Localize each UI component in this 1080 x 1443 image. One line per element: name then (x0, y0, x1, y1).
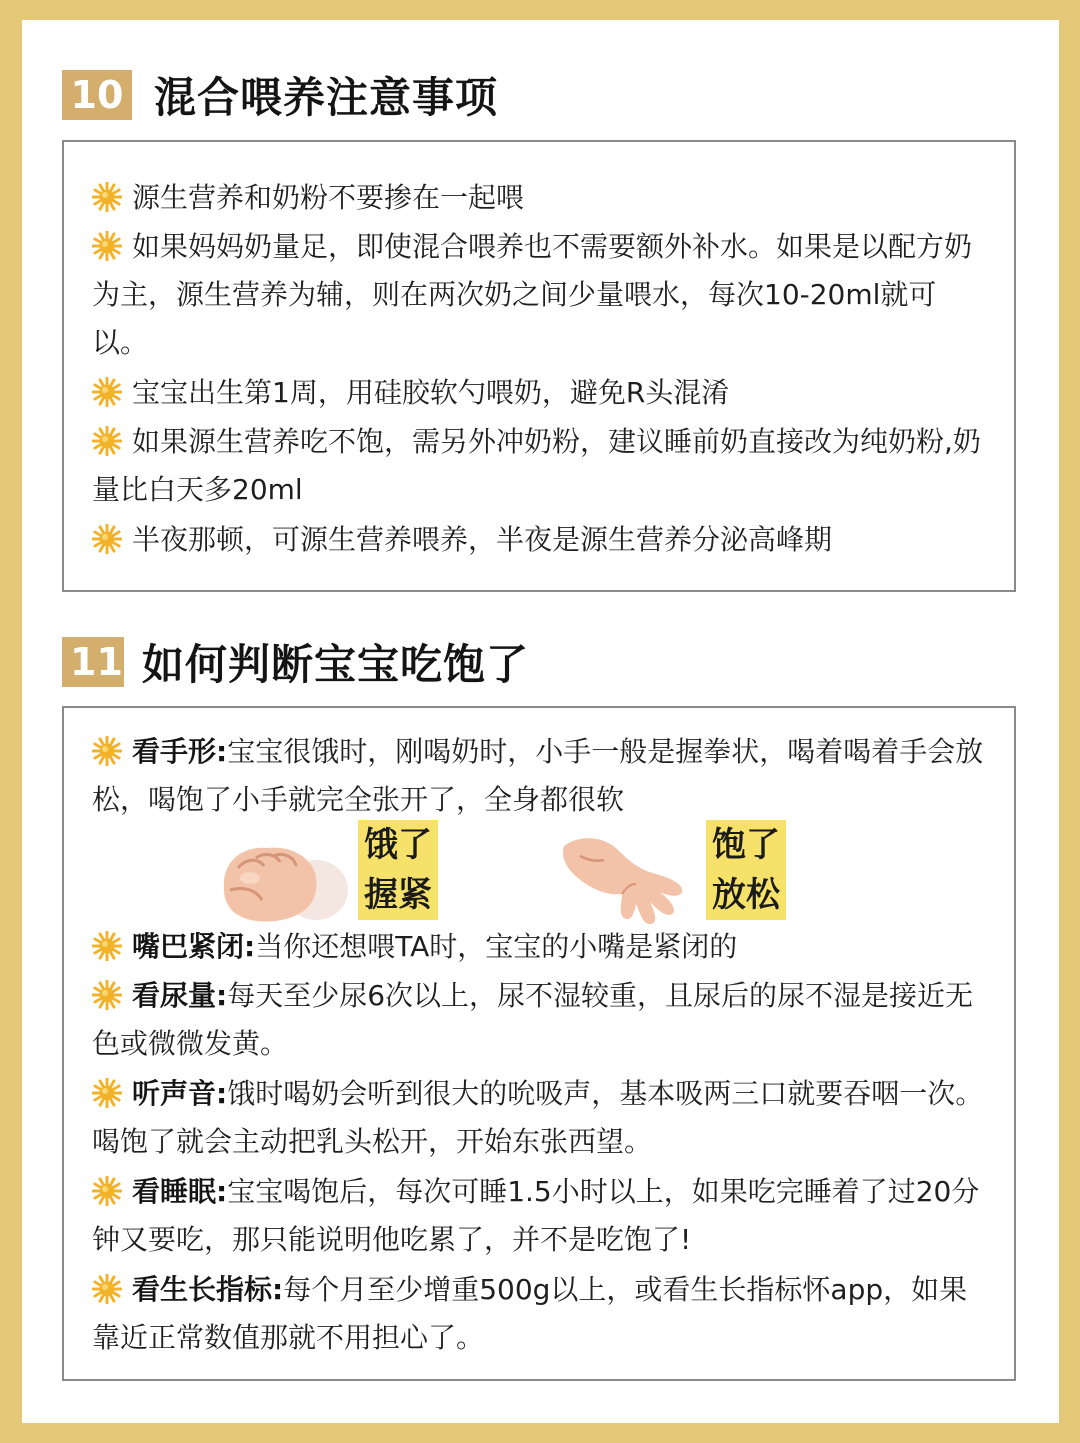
list-item: 源生营养和奶粉不要掺在一起喂 (92, 174, 990, 222)
sun-icon (92, 1078, 122, 1108)
sun-icon (92, 1274, 122, 1304)
list-item: 如果源生营养吃不饱，需另外冲奶粉，建议睡前奶直接改为纯奶粉,奶量比白天多20ml (92, 425, 981, 506)
section-number-badge: 10 (62, 70, 132, 120)
section-10-box (62, 140, 1016, 592)
list-item: 半夜那顿，可源生营养喂养，半夜是源生营养分泌高峰期 (92, 516, 990, 564)
sun-icon (92, 182, 122, 212)
section-11-header (62, 632, 529, 692)
full-tag: 饱了 放松 (706, 820, 786, 920)
clenched-fist-image (204, 828, 354, 932)
sun-icon (92, 736, 122, 766)
section-title: 混合喂养注意事项 (154, 73, 499, 122)
list-item: 看睡眠:宝宝喝饱后，每次可睡1.5小时以上，如果吃完睡着了过20分钟又要吃，那只能说明他吃累了，并不是吃饱了! (92, 1175, 980, 1256)
sun-icon (92, 1176, 122, 1206)
sun-icon (92, 426, 122, 456)
section-10-header (62, 65, 498, 125)
open-hand-image (560, 826, 690, 935)
list-item: 宝宝出生第1周，用硅胶软勺喂奶，避免R头混淆 (92, 369, 990, 417)
list-item: 如果妈妈奶量足，即使混合喂养也不需要额外补水。如果是以配方奶为主，源生营养为辅，则在两次奶之间少量喂水，每次10-20ml就可以。 (92, 230, 973, 359)
page (22, 20, 1059, 1423)
list-item: 嘴巴紧闭:当你还想喂TA时，宝宝的小嘴是紧闭的 (92, 923, 990, 971)
sun-icon (92, 931, 122, 961)
list-item: 看尿量:每天至少尿6次以上，尿不湿较重，且尿后的尿不湿是接近无色或微微发黄。 (92, 979, 974, 1060)
section-number-badge: 11 (62, 637, 124, 687)
list-item: 看生长指标:每个月至少增重500g以上，或看生长指标怀app，如果靠近正常数值那就不用担心了。 (92, 1273, 968, 1354)
sun-icon (92, 377, 122, 407)
sun-icon (92, 231, 122, 261)
sun-icon (92, 524, 122, 554)
section-title: 如何判断宝宝吃饱了 (142, 640, 530, 689)
section-11-box (62, 706, 1016, 1381)
list-item: 听声音:饿时喝奶会听到很大的吮吸声，基本吸两三口就要吞咽一次。喝饱了就会主动把乳头松开，开始东张西望。 (92, 1077, 984, 1158)
hungry-tag: 饿了 握紧 (358, 820, 438, 920)
list-item: 看手形:宝宝很饿时，刚喝奶时，小手一般是握拳状，喝着喝着手会放松，喝饱了小手就完全张开了，全身都很软 (92, 735, 984, 816)
sun-icon (92, 980, 122, 1010)
